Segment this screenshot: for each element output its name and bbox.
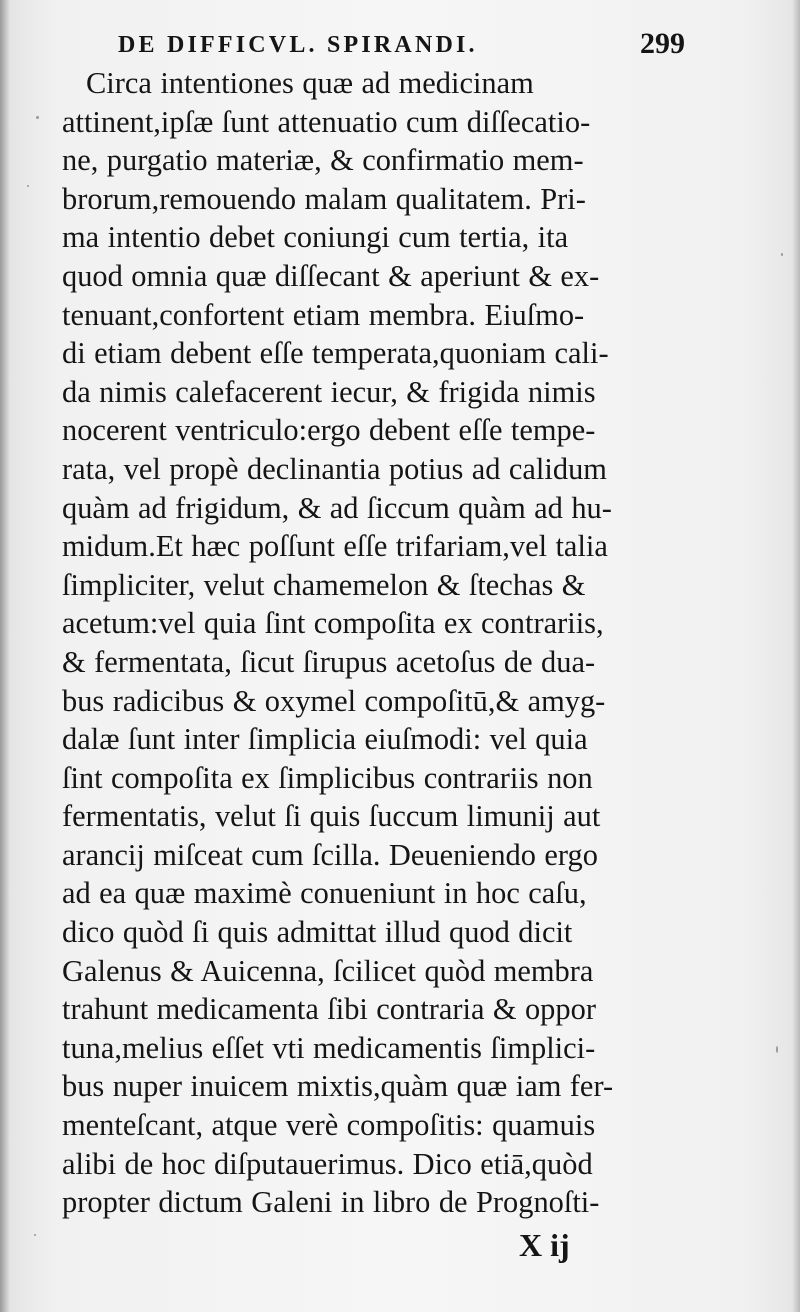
text-line-10: nocerent ventriculo:ergo debent eſſe tempe- [62, 413, 596, 448]
text-line-21: arancij miſceat cum ſcilla. Deueniendo ergo [62, 837, 598, 872]
text-line-27: bus nuper inuicem mixtis,quàm quæ iam fer- [62, 1069, 614, 1104]
text-line-5: ma intentio debet coniungi cum tertia, ita [62, 220, 569, 255]
text-line-8: di etiam debent eſſe temperata,quoniam cali- [62, 336, 609, 371]
text-line-26: tuna,melius eſſet vti medicamentis ſimplici- [62, 1030, 596, 1065]
text-line-30: propter dictum Galeni in libro de Prognoſti- [62, 1185, 600, 1220]
text-line-16: & fermentata, ſicut ſirupus acetoſus de dua- [62, 644, 596, 679]
text-line-13: midum.Et hæc poſſunt eſſe trifariam,vel talia [62, 529, 608, 564]
text-line-23: dico quòd ſi quis admittat illud quod dicit [62, 915, 573, 950]
latin-text-block [62, 64, 676, 1222]
text-line-4: brorum,remouendo malam qualitatem. Pri- [62, 181, 586, 216]
text-line-14: ſimpliciter, velut chamemelon & ſtechas & [62, 567, 586, 602]
ink-speck [781, 253, 783, 256]
running-title: DE DIFFICVL. SPIRANDI. [118, 32, 478, 58]
ink-speck [27, 185, 29, 187]
text-line-15: acetum:vel quia ſint compoſita ex contrariis, [62, 606, 604, 641]
page-number: 299 [640, 27, 685, 60]
text-line-25: trahunt medicamenta ſibi contraria & oppor [62, 992, 596, 1027]
text-line-20: fermentatis, velut ſi quis ſuccum limunij aut [62, 799, 601, 834]
text-line-7: tenuant,confortent etiam membra. Eiuſmo- [62, 297, 585, 332]
page-header [118, 25, 685, 69]
signature-mark: X ij [519, 1227, 570, 1263]
text-line-6: quod omnia quæ diſſecant & aperiunt & ex- [62, 258, 600, 293]
text-line-18: dalæ ſunt inter ſimplicia eiuſmodi: vel quia [62, 722, 588, 757]
text-line-1: Circa intentiones quæ ad medicinam [86, 66, 534, 100]
page-gutter-shadow [0, 0, 10, 1312]
text-line-17: bus radicibus & oxymel compoſitū,& amyg- [62, 683, 606, 718]
text-line-22: ad ea quæ maximè conueniunt in hoc caſu, [62, 876, 587, 911]
ink-speck [36, 116, 39, 119]
text-line-2: attinent,ipſæ ſunt attenuatio cum diſſecatio- [62, 104, 591, 139]
ink-speck [34, 1234, 36, 1236]
text-line-19: ſint compoſita ex ſimplicibus contrariis non [62, 760, 593, 795]
text-line-24: Galenus & Auicenna, ſcilicet quòd membra [62, 953, 594, 988]
text-line-11: rata, vel propè declinantia potius ad calidum [62, 451, 607, 486]
ink-speck [776, 1046, 778, 1053]
text-line-12: quàm ad frigidum, & ad ſiccum quàm ad hu- [62, 490, 612, 525]
page-edge-shadow [792, 0, 800, 1312]
text-line-9: da nimis calefacerent iecur, & frigida nimis [62, 374, 596, 409]
text-line-28: menteſcant, atque verè compoſitis: quamuis [62, 1108, 596, 1143]
text-line-29: alibi de hoc diſputauerimus. Dico etiā,quòd [62, 1146, 593, 1181]
text-line-3: ne, purgatio materiæ, & confirmatio mem- [62, 143, 584, 178]
